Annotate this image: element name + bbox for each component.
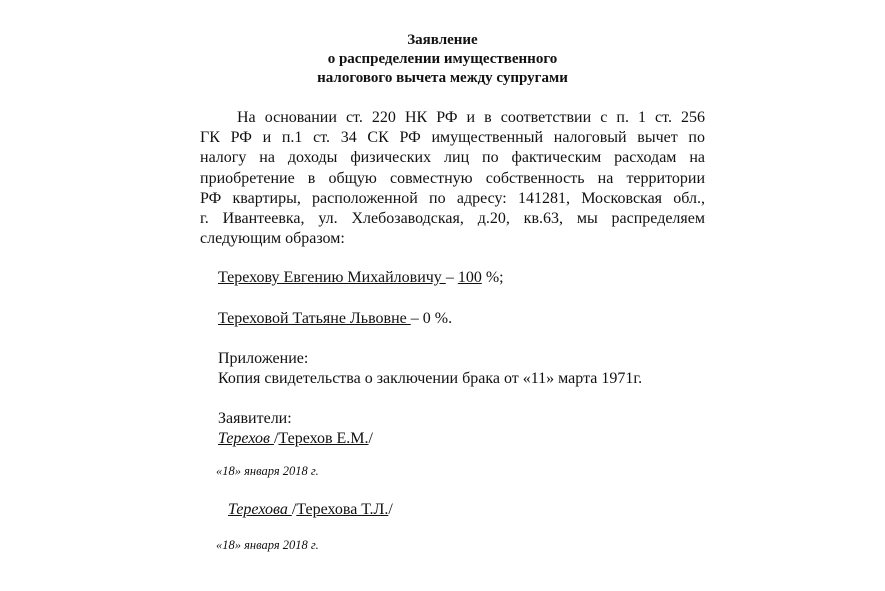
signature-wife bbox=[228, 500, 393, 520]
distribution-wife bbox=[218, 309, 452, 329]
body-line: На основании ст. 220 НК РФ и в соответствии с п. 1 ст. 256 bbox=[237, 109, 705, 126]
slash: / bbox=[368, 430, 373, 447]
signature-husband bbox=[218, 429, 373, 449]
printed-name: Терехова Т.Л. bbox=[296, 501, 389, 518]
applicants-heading: Заявители: bbox=[218, 410, 292, 427]
handwritten-signature: Терехова bbox=[228, 501, 292, 518]
title-line: Заявление bbox=[407, 32, 478, 48]
body-line: налогу на доходы физических лиц по фактическим расходам на bbox=[200, 149, 705, 167]
share-text: – 0 %. bbox=[410, 310, 453, 327]
title-line: о распределении имущественного bbox=[327, 51, 558, 67]
distribution-husband bbox=[218, 268, 504, 288]
body-line: следующим образом: bbox=[200, 230, 345, 248]
body-paragraph bbox=[200, 108, 705, 249]
body-line: приобретение в общую совместную собственность на территории bbox=[200, 169, 705, 187]
attachment-text: Копия свидетельства о заключении брака от «11» марта 1971г. bbox=[218, 370, 643, 387]
printed-name: Терехов Е.М. bbox=[278, 430, 369, 447]
title-line: налогового вычета между супругами bbox=[317, 70, 568, 86]
recipient-name: Тереховой Татьяне Львовне bbox=[218, 310, 411, 327]
body-line: г. Ивантеевка, ул. Хлебозаводская, д.20, кв.63, мы распределяем bbox=[200, 209, 705, 227]
share-value: 100 bbox=[457, 269, 482, 286]
body-line: ГК РФ и п.1 ст. 34 СК РФ имущественный налоговый вычет по bbox=[200, 129, 705, 147]
share-suffix: %; bbox=[481, 269, 504, 286]
attachment-heading: Приложение: bbox=[218, 350, 309, 367]
dash: – bbox=[445, 269, 458, 286]
document-title bbox=[0, 31, 885, 88]
body-line: РФ квартиры, расположенной по адресу: 141281, Московская обл., bbox=[200, 189, 705, 207]
slash: / bbox=[388, 501, 393, 518]
handwritten-signature: Терехов bbox=[218, 430, 274, 447]
slash: / bbox=[291, 501, 297, 518]
recipient-name: Терехову Евгению Михайловичу bbox=[218, 269, 446, 286]
signature-date: «18» января 2018 г. bbox=[216, 538, 319, 552]
slash: / bbox=[273, 430, 279, 447]
signature-date: «18» января 2018 г. bbox=[216, 464, 319, 478]
